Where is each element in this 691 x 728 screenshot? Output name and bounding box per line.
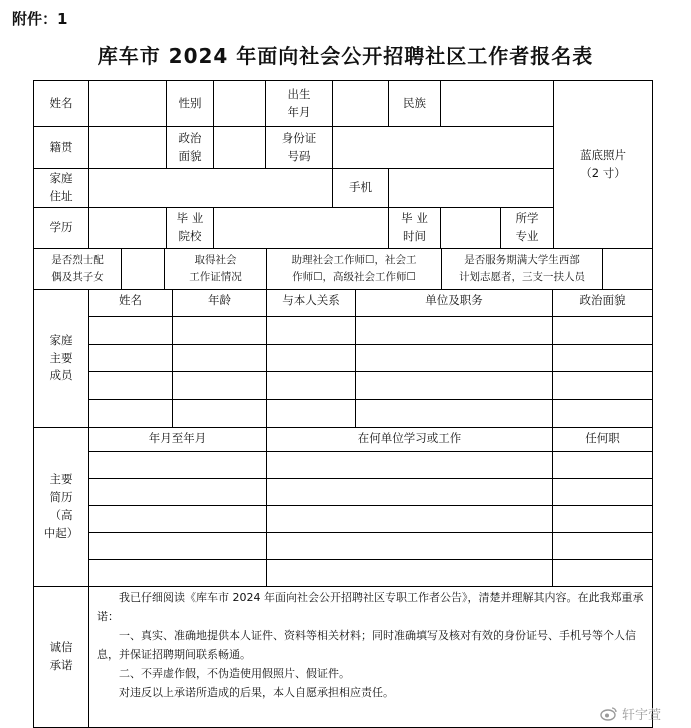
family-section-label: 家庭 主要 成员: [34, 290, 89, 428]
major-field[interactable]: [554, 208, 653, 249]
volunteer-service-label: 是否服务期满大学生西部 计划志愿者，三支一扶人员: [442, 249, 603, 290]
school-field[interactable]: [214, 208, 389, 249]
address-label: 家庭 住址: [34, 169, 89, 208]
name-label: 姓名: [34, 81, 89, 127]
attachment-label: 附件：1: [12, 10, 68, 28]
id-number-label: 身份证 号码: [266, 127, 333, 169]
family-cell[interactable]: [89, 400, 173, 428]
watermark-text: 轩宇萱: [622, 708, 662, 723]
ethnicity-label: 民族: [389, 81, 441, 127]
photo-box[interactable]: 蓝底照片 （2 寸）: [554, 81, 653, 249]
form-title: 库车市 2024 年面向社会公开招聘社区工作者报名表: [97, 44, 594, 68]
family-header-3: 与本人关系: [267, 290, 356, 317]
family-cell[interactable]: [173, 317, 267, 345]
family-cell[interactable]: [267, 400, 356, 428]
family-cell[interactable]: [553, 317, 653, 345]
grad-time-label: 毕 业 时间: [389, 208, 441, 249]
phone-field[interactable]: [389, 169, 554, 208]
ethnicity-field[interactable]: [441, 81, 554, 127]
pledge-line-2: 一、真实、准确地提供本人证件、资料等相关材料；同时准确填写及核对有效的身份证号、手机号等个人信息，并保证招聘期间联系畅通。: [97, 629, 636, 661]
pledge-text: [89, 587, 653, 728]
family-cell[interactable]: [553, 345, 653, 372]
education-field[interactable]: [89, 208, 167, 249]
resume-cell[interactable]: [267, 533, 553, 560]
family-cell[interactable]: [173, 400, 267, 428]
education-label: 学历: [34, 208, 89, 249]
name-field[interactable]: [89, 81, 167, 127]
resume-cell[interactable]: [553, 533, 653, 560]
martyr-family-field[interactable]: [122, 249, 165, 290]
resume-cell[interactable]: [89, 479, 267, 506]
school-label: 毕 业 院校: [167, 208, 214, 249]
phone-label: 手机: [333, 169, 389, 208]
martyr-family-label: 是否烈士配 偶及其子女: [34, 249, 122, 290]
family-cell[interactable]: [173, 372, 267, 400]
resume-cell[interactable]: [267, 560, 553, 587]
resume-cell[interactable]: [553, 452, 653, 479]
family-header-4: 单位及职务: [356, 290, 553, 317]
address-field[interactable]: [89, 169, 333, 208]
resume-cell[interactable]: [89, 560, 267, 587]
gender-label: 性别: [167, 81, 214, 127]
family-cell[interactable]: [267, 372, 356, 400]
pledge-line-1: 我已仔细阅读《库车市 2024 年面向社会公开招聘社区专职工作者公告》，清楚并理解其内容。在此我郑重承诺：: [97, 591, 644, 623]
family-cell[interactable]: [553, 400, 653, 428]
major-label: 所学 专业: [501, 208, 554, 249]
resume-cell[interactable]: [267, 452, 553, 479]
volunteer-service-field[interactable]: [603, 249, 653, 290]
family-cell[interactable]: [356, 317, 553, 345]
resume-cell[interactable]: [553, 506, 653, 533]
native-place-label: 籍贯: [34, 127, 89, 169]
family-cell[interactable]: [267, 345, 356, 372]
resume-header-2: 在何单位学习或工作: [267, 428, 553, 452]
political-label: 政治 面貌: [167, 127, 214, 169]
resume-cell[interactable]: [553, 560, 653, 587]
family-cell[interactable]: [356, 372, 553, 400]
family-cell[interactable]: [356, 400, 553, 428]
resume-section-label: 主要 简历 （高 中起）: [34, 428, 89, 587]
resume-cell[interactable]: [89, 506, 267, 533]
gender-field[interactable]: [214, 81, 266, 127]
pledge-line-4: 对违反以上承诺所造成的后果，本人自愿承担相应责任。: [119, 686, 394, 699]
resume-cell[interactable]: [89, 452, 267, 479]
native-place-field[interactable]: [89, 127, 167, 169]
resume-cell[interactable]: [89, 533, 267, 560]
political-field[interactable]: [214, 127, 266, 169]
family-header-1: 姓名: [89, 290, 173, 317]
resume-cell[interactable]: [553, 479, 653, 506]
grad-time-field[interactable]: [441, 208, 501, 249]
family-cell[interactable]: [267, 317, 356, 345]
family-cell[interactable]: [173, 345, 267, 372]
resume-header-3: 任何职: [553, 428, 653, 452]
certificate-options[interactable]: 助理社会工作师☐，社会工 作师☐，高级社会工作师☐: [267, 249, 442, 290]
family-header-5: 政治面貌: [553, 290, 653, 317]
certificate-label: 取得社会 工作证情况: [165, 249, 267, 290]
pledge-line-3: 二、不弄虚作假，不伪造使用假照片、假证件。: [119, 667, 350, 680]
family-cell[interactable]: [356, 345, 553, 372]
birth-label: 出生 年月: [266, 81, 333, 127]
family-cell[interactable]: [89, 372, 173, 400]
resume-cell[interactable]: [267, 479, 553, 506]
family-cell[interactable]: [89, 317, 173, 345]
registration-form-table: [33, 80, 653, 728]
resume-cell[interactable]: [267, 506, 553, 533]
family-cell[interactable]: [553, 372, 653, 400]
pledge-section-label: 诚信 承诺: [34, 587, 89, 728]
family-header-2: 年龄: [173, 290, 267, 317]
resume-header-1: 年月至年月: [89, 428, 267, 452]
family-cell[interactable]: [89, 345, 173, 372]
birth-field[interactable]: [333, 81, 389, 127]
id-number-field[interactable]: [333, 127, 554, 169]
weibo-logo-icon: [600, 706, 618, 721]
watermark: [600, 704, 661, 723]
